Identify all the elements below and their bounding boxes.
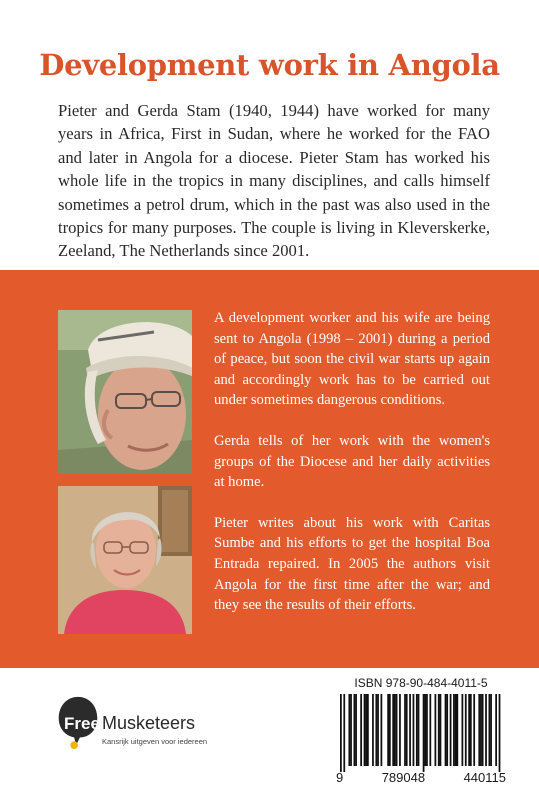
barcode-bar — [424, 694, 426, 766]
barcode-bar — [423, 694, 425, 772]
isbn-barcode — [336, 676, 506, 789]
barcode-bar — [392, 694, 394, 766]
barcode-bar — [456, 694, 458, 766]
barcode-digits-left: 789048 — [381, 770, 426, 785]
barcode-bar — [350, 694, 352, 766]
barcode-bar — [445, 694, 447, 766]
barcode-bar — [399, 694, 401, 766]
barcode-bar — [354, 694, 356, 766]
barcode-bar — [440, 694, 442, 766]
barcode-bar — [438, 694, 440, 766]
barcode-bar — [429, 694, 431, 766]
barcode-bar — [482, 694, 484, 766]
barcode-bar — [367, 694, 369, 766]
description-paragraph-1: A development worker and his wife are being sent to Angola (1998 – 2001) during a period of peace, but soon the civil war starts up again and accordingly work has to be carried out under sometimes dangerous conditions. — [214, 310, 490, 409]
barcode-bar — [490, 694, 492, 766]
barcode-bar — [375, 694, 377, 766]
barcode-bar — [455, 694, 457, 766]
barcode-bar — [470, 694, 472, 766]
barcode-bar — [343, 694, 345, 772]
barcode-bar — [462, 694, 464, 766]
barcode-bar — [426, 694, 428, 766]
author-intro: Pieter and Gerda Stam (1940, 1944) have worked for many years in Africa, First in Sudan, where he worked for the FAO and later in Angola for a diocese. Pieter Stam has worked his whole life in the tropics in many disciplines, and calls himself sometimes a petrol drum, which in the past was also used in the tropics for many purposes. The couple is living in Kleverskerke, Zeeland, The Netherlands since 2001. — [58, 101, 490, 261]
photo-pieter — [58, 310, 192, 474]
barcode-bar — [372, 694, 374, 766]
publisher-free: Free — [64, 714, 100, 733]
barcode-bar — [365, 694, 367, 766]
barcode-digit-lead: 9 — [336, 770, 344, 785]
barcode-bar — [446, 694, 448, 766]
barcode-bar — [348, 694, 350, 766]
book-title: Development work in Angola — [39, 48, 500, 82]
description-paragraph-2: Gerda tells of her work with the women's groups of the Diocese and her daily activities at home. — [214, 432, 490, 491]
description — [214, 308, 490, 636]
barcode-bar — [381, 694, 383, 766]
barcode-bar — [409, 694, 411, 766]
barcode-bar — [485, 694, 487, 766]
barcode-bars — [340, 694, 502, 772]
barcode-bar — [416, 694, 418, 766]
barcode-bar — [473, 694, 475, 766]
barcode-bar — [394, 694, 396, 766]
barcode-bar — [340, 694, 342, 772]
publisher-name: Musketeers — [102, 713, 196, 733]
barcode-bar — [377, 694, 379, 766]
barcode-bar — [495, 694, 497, 766]
barcode-bar — [418, 694, 420, 766]
barcode-bar — [396, 694, 398, 766]
barcode-bar — [435, 694, 437, 766]
barcode-bar — [478, 694, 480, 766]
isbn-number: ISBN 978-90-484-4011-5 — [354, 676, 488, 690]
barcode-bar — [387, 694, 389, 766]
barcode-bar — [389, 694, 391, 766]
barcode-bar — [453, 694, 455, 766]
publisher-logo — [58, 695, 218, 755]
barcode-bar — [355, 694, 357, 766]
barcode-digits — [336, 770, 506, 785]
barcode-bar — [404, 694, 406, 766]
barcode-bar — [499, 694, 501, 772]
barcode-bar — [360, 694, 362, 766]
barcode-bar — [450, 694, 452, 766]
barcode-bar — [364, 694, 366, 766]
photo-gerda — [58, 486, 192, 634]
publisher-tagline: Kansrijk uitgeven voor iedereen — [102, 737, 208, 746]
barcode-bar — [406, 694, 408, 766]
barcode-bar — [468, 694, 470, 766]
barcode-bar — [489, 694, 491, 766]
description-paragraph-3: Pieter writes about his work with Caritas Sumbe and his efforts to get the hospital Boa Entrada repaired. In 2005 the authors visit Angola for the first time after the war; and they see the results of their efforts. — [214, 514, 490, 614]
barcode-bar — [465, 694, 467, 766]
barcode-bar — [480, 694, 482, 766]
barcode-bar — [413, 694, 415, 766]
barcode-digits-right: 440115 — [463, 770, 506, 785]
